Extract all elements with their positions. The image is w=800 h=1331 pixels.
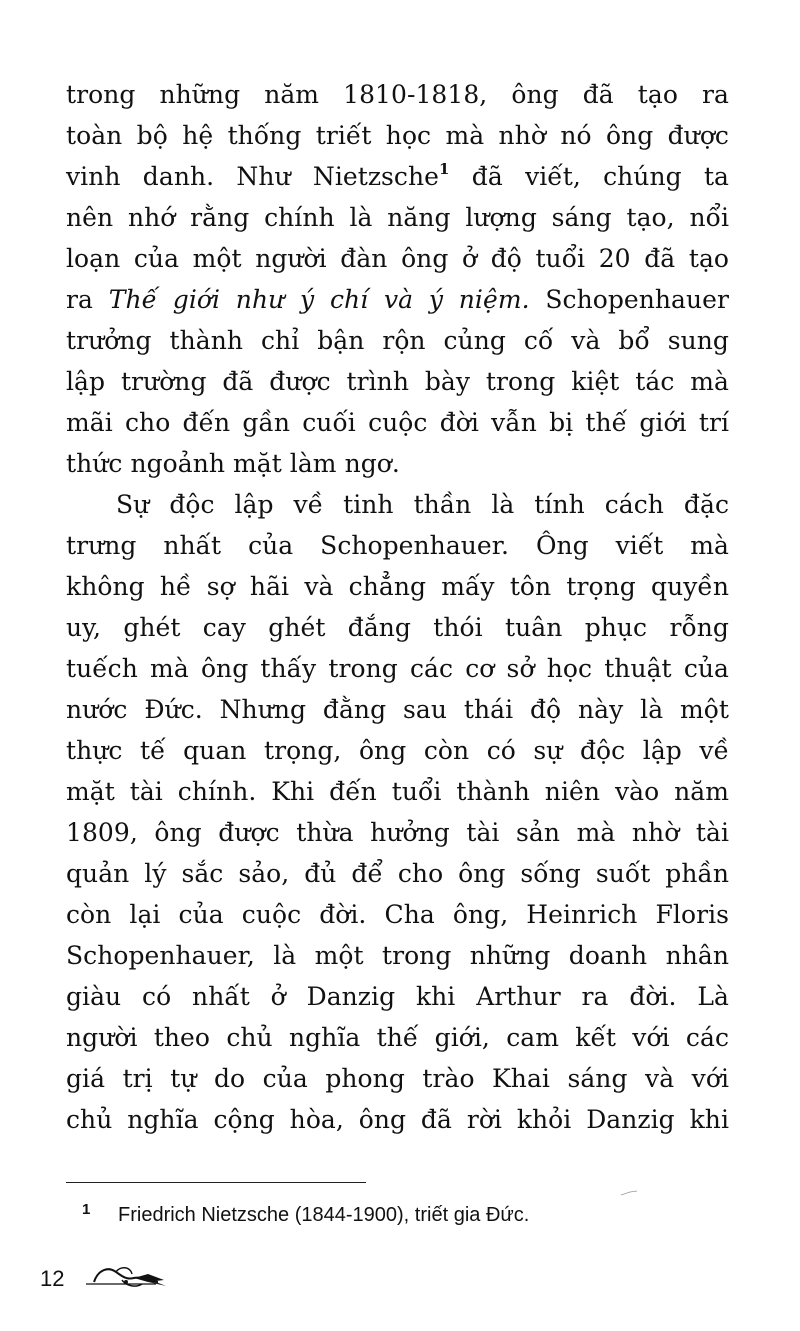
text-segment: vinh danh. Như Nietzsche — [66, 162, 439, 191]
text-line: Schopenhauer, là một trong những doanh nhân — [66, 941, 729, 970]
text-segment: đã viết, chúng ta — [449, 162, 729, 191]
text-line: còn lại của cuộc đời. Cha ông, Heinrich Floris — [66, 900, 729, 929]
text-line: mãi cho đến gần cuối cuộc đời vẫn bị thế giới trí — [66, 408, 729, 437]
text-line: giàu có nhất ở Danzig khi Arthur ra đời. Là — [66, 982, 729, 1011]
text-line: thức ngoảnh mặt làm ngơ. — [66, 449, 400, 478]
text-line: thực tế quan trọng, ông còn có sự độc lập về — [66, 736, 729, 765]
page-number: 12 — [40, 1266, 65, 1291]
text-line: trong những năm 1810-1818, ông đã tạo ra — [66, 80, 729, 109]
text-line: không hề sợ hãi và chẳng mấy tôn trọng quyền — [66, 572, 729, 601]
text-line: toàn bộ hệ thống triết học mà nhờ nó ông được — [66, 121, 729, 150]
text-line: chủ nghĩa cộng hòa, ông đã rời khỏi Danzig khi — [66, 1105, 729, 1134]
quill-flourish-icon — [86, 1260, 176, 1294]
text-line: trưởng thành chỉ bận rộn củng cố và bổ sung — [66, 326, 729, 355]
text-line: loạn của một người đàn ông ở độ tuổi 20 đã tạo — [66, 244, 729, 273]
text-segment: Schopenhauer — [529, 285, 729, 314]
text-line: 1809, ông được thừa hưởng tài sản mà nhờ tài — [66, 818, 729, 847]
text-line: quản lý sắc sảo, đủ để cho ông sống suốt phần — [66, 859, 729, 888]
text-line: trưng nhất của Schopenhauer. Ông viết mà — [66, 531, 729, 560]
footnote-mark: 1 — [82, 1201, 91, 1218]
paragraph-2 — [66, 484, 729, 1140]
text-line: tuếch mà ông thấy trong các cơ sở học thuật của — [66, 654, 729, 683]
text-line: Sự độc lập về tinh thần là tính cách đặc — [116, 490, 729, 519]
text-line: uy, ghét cay ghét đắng thói tuân phục rỗng — [66, 613, 729, 642]
book-title: Thế giới như ý chí và ý niệm. — [108, 285, 530, 314]
text-line: nước Đức. Nhưng đằng sau thái độ này là một — [66, 695, 729, 724]
text-line — [66, 279, 729, 320]
text-segment: ra — [66, 285, 109, 314]
footnote-divider — [66, 1182, 366, 1183]
text-line: người theo chủ nghĩa thế giới, cam kết với các — [66, 1023, 729, 1052]
text-line: nên nhớ rằng chính là năng lượng sáng tạo, nổi — [66, 203, 729, 232]
text-line: lập trường đã được trình bày trong kiệt tác mà — [66, 367, 729, 396]
text-line: mặt tài chính. Khi đến tuổi thành niên vào năm — [66, 777, 729, 806]
body-text — [66, 74, 729, 1140]
footnote-text: Friedrich Nietzsche (1844-1900), triết gia Đức. — [118, 1204, 530, 1226]
footnote-reference: 1 — [438, 160, 450, 178]
text-line: giá trị tự do của phong trào Khai sáng và với — [66, 1064, 729, 1093]
footnote — [82, 1196, 702, 1229]
paragraph-1 — [66, 74, 729, 484]
text-line — [66, 156, 729, 197]
